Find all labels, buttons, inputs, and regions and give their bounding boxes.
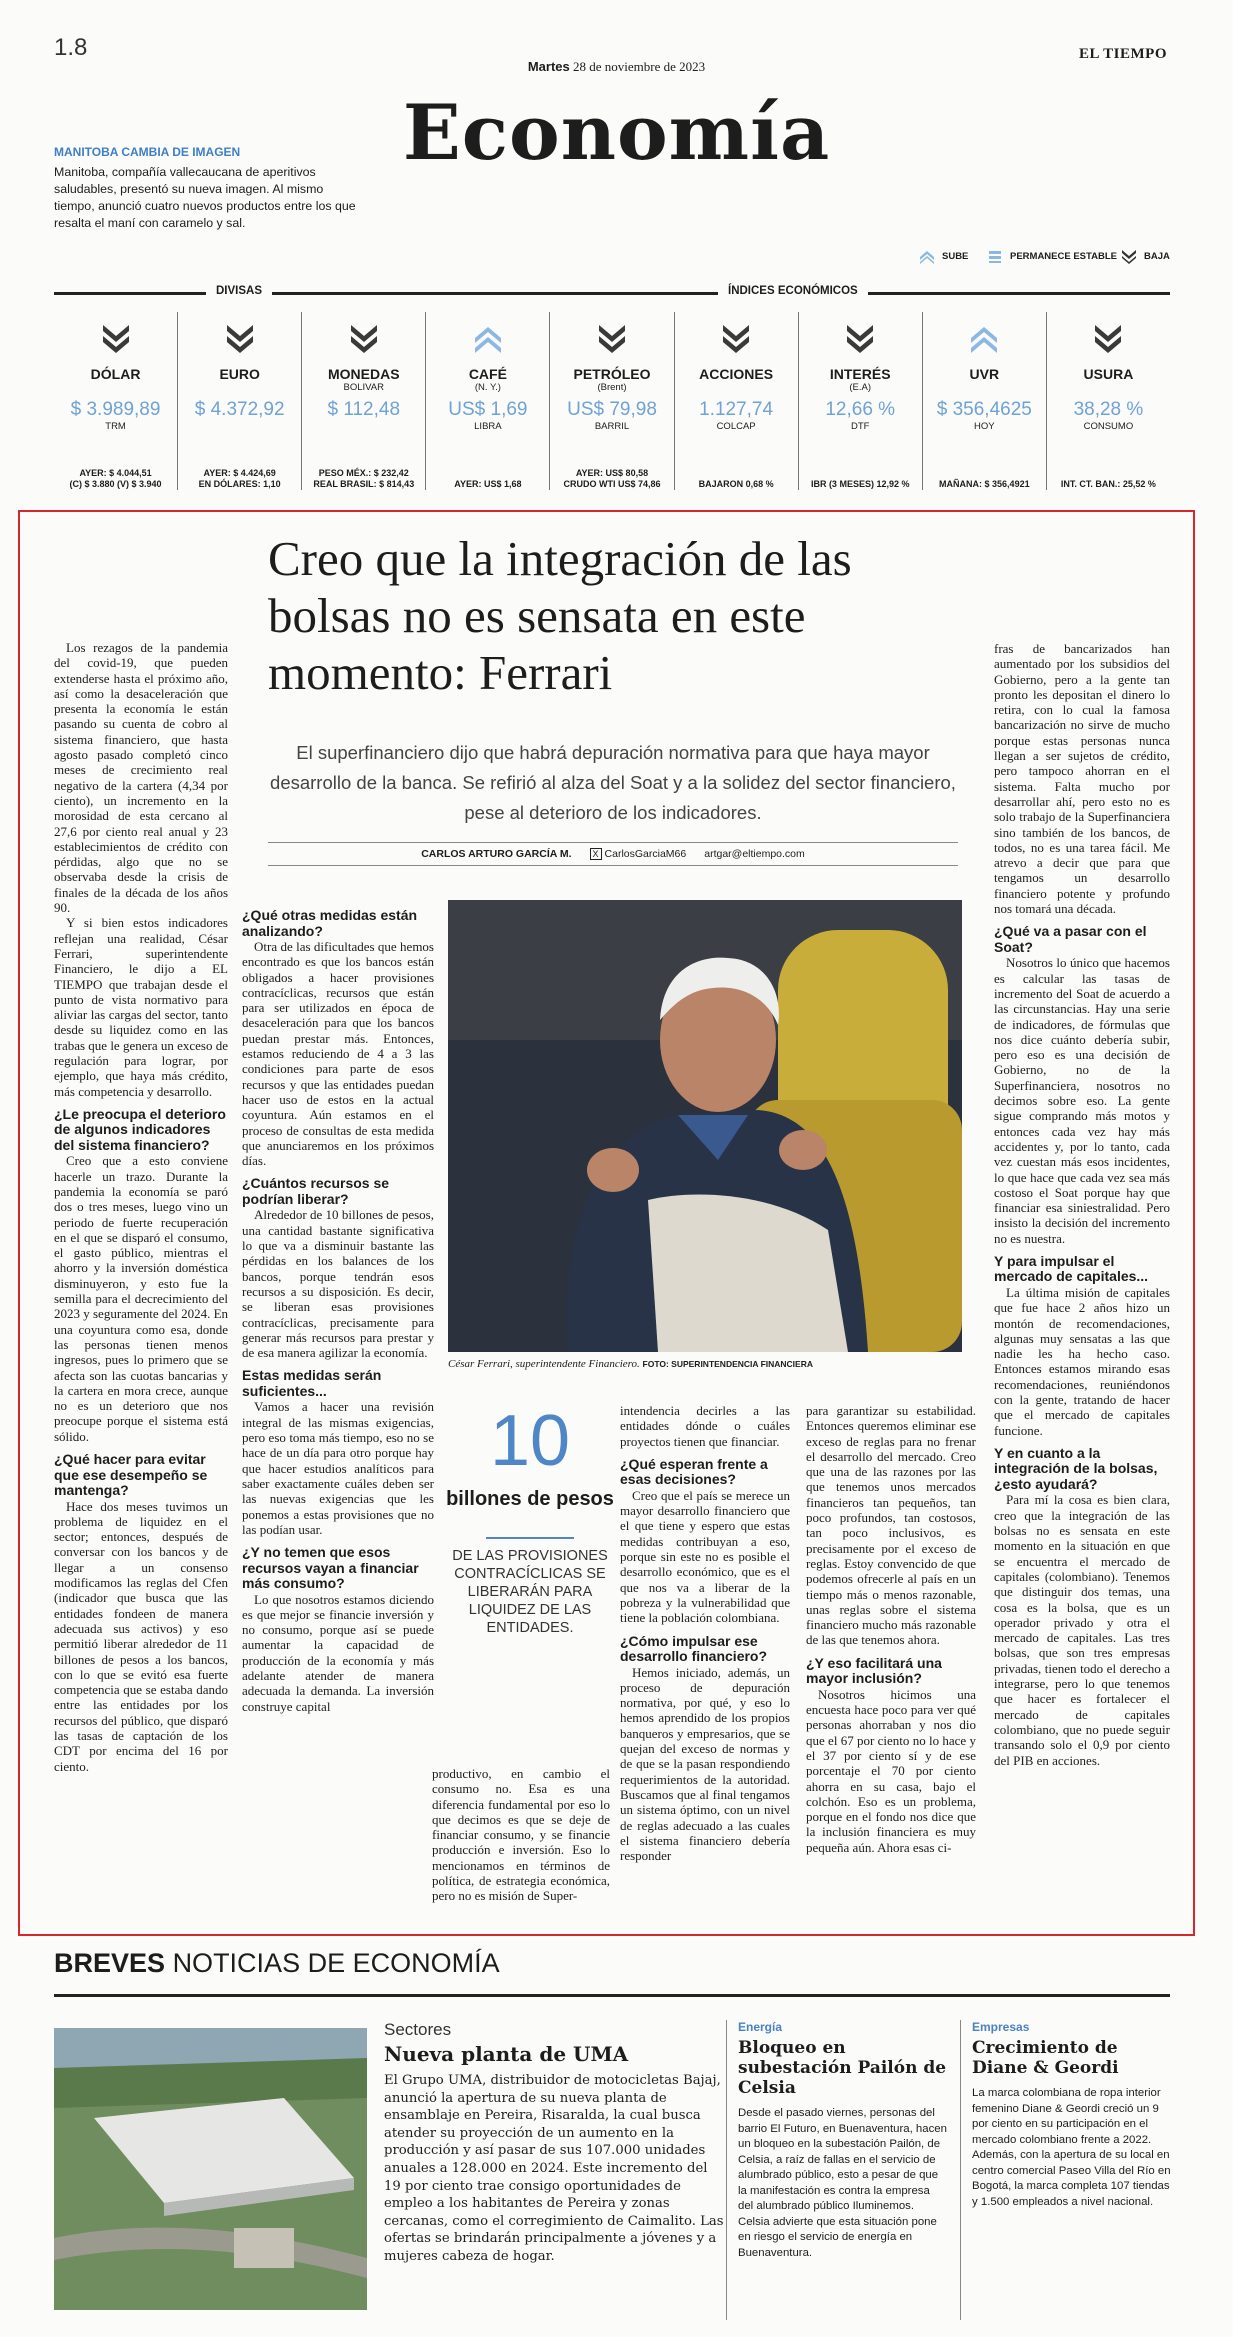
article-column-5 (806, 1403, 976, 1855)
author-name: CARLOS ARTURO GARCÍA M. (421, 848, 572, 860)
indicator-extra (308, 468, 419, 490)
brief-diane-geordi (972, 2020, 1172, 2210)
brief-celsia-title[interactable]: Bloqueo en subestación Pailón de Celsia (738, 2038, 947, 2098)
indicator-sub: (Brent) (597, 382, 627, 393)
breves-header (54, 1948, 500, 1979)
article-column-6 (994, 641, 1170, 1768)
indicator-sub (178, 382, 301, 393)
article-deck: El superfinanciero dijo que habrá depuración normativa para que haya mayor desarrollo de la banca. Se refirió al alza del Soat y a la solidez del sector financiero, pese al deterioro de los indicadores. (270, 742, 956, 823)
issue-date (0, 59, 1233, 75)
indicator-name: MONEDAS (327, 366, 400, 382)
twitter-text: CarlosGarciaM66 (604, 848, 687, 860)
byline (268, 842, 958, 866)
question-heading: Y en cuanto a la integración de la bolsas, ¿esto ayudará? (994, 1444, 1158, 1492)
article-paragraph: Nosotros lo único que hacemos es calcular las tasas de incremento del Soat de acuerdo a las circunstancias. Hay una serie de indicadores, de fórmulas que nos dice cuánto debería subir, pero eso es una decisión de Gobierno, no de la Superfinanciera, nosotros no decimos sobre eso. La gente sigue comprando más motos y entonces cada vez hay más accidentes y, por lo tanto, cada vez cuestan más esos incidentes, lo que hace que cada vez sea más costoso el Soat porque hay que financiar esa siniestralidad. Pero insisto la decisión del incremento no es nuestra. (994, 955, 1170, 1246)
indicator-unit: DTF (850, 421, 870, 432)
brief-uma-title[interactable]: Nueva planta de UMA (384, 2042, 629, 2066)
question-heading: ¿Y no temen que esos recursos vayan a financiar más consumo? (242, 1544, 419, 1592)
author-email[interactable]: artgar@eltiempo.com (704, 848, 805, 860)
promo-title[interactable]: MANITOBA CAMBIA DE IMAGEN (54, 145, 241, 159)
question-heading: ¿Qué otras medidas están analizando? (242, 907, 418, 939)
indicator-extra-line: EN DÓLARES: 1,10 (198, 479, 281, 489)
aerial-factory-illustration (54, 2028, 367, 2310)
indicator-name: INTERÉS (829, 366, 891, 382)
indicator-name: UVR (969, 366, 1000, 382)
indicator-name: DÓLAR (90, 366, 141, 382)
indicator-value: 12,66 % (825, 399, 896, 420)
question-heading: ¿Qué hacer para evitar que ese desempeño se mantenga? (54, 1451, 208, 1499)
indicator-extra-line: AYER: US$ 1,68 (454, 479, 522, 489)
date-day: Martes (527, 59, 570, 74)
article-column-1 (54, 640, 228, 1774)
promo-body: Manitoba, compañía vallecaucana de aperitivos saludables, presentó su nueva imagen. Al mismo tiempo, anunció cuatro nuevos productos entre los que resalta el maní con caramelo y sal. (54, 165, 356, 230)
indicator-value: $ 112,48 (327, 399, 401, 420)
article-paragraph: Hace dos meses tuvimos un problema de liquidez en el sector; entonces, después de conversar con los bancos y de llegar a un consenso modificamos las reglas del Cfen (indicador que busca que las entidades fondeen de manera adecuada sus activos) y eso permitió liberar alrededor de 11 billones de pesos a los bancos, con lo que se evitó esa fuerte competencia que se estaba dando entre las entidades por los recursos del público, que disparó las tasas de captación de los CDT por encima del 16 por ciento. (54, 1498, 228, 1774)
indicator-extra (432, 479, 543, 490)
indicator-name: USURA (1083, 366, 1134, 382)
indicator-extra-line: BAJARON 0,68 % (698, 479, 774, 489)
breves-label-bold: BREVES (54, 1948, 166, 1978)
indicator-extra-line: (C) $ 3.880 (V) $ 3.940 (69, 479, 162, 489)
brief-diane-body: La marca colombiana de ropa interior femenino Diane & Geordi creció un 9 por ciento en su participación en el mercado colombiano frente a 2022. Además, con la apertura de su local en centro comercial Paseo Villa del Río en Bogotá, la marca completa 107 tiendas y 1.500 empleados a nivel nacional. (972, 2087, 1171, 2208)
article-paragraph: intendencia decirles a las entidades dónde o cuáles proyectos tienen que financiar. (620, 1403, 790, 1449)
trend-down-icon (223, 322, 257, 356)
up-arrow-icon (918, 248, 936, 264)
indicator-value: US$ 1,69 (448, 399, 528, 420)
indicator-sub: (E.A) (849, 382, 872, 393)
indicator-name: PETRÓLEO (573, 366, 651, 382)
article-paragraph: Vamos a hacer una revisión integral de las mismas exigencias, pero eso toma más tiempo, eso no se hace de un día para otro porque hay que hacer estudios analíticos para saber exactamente cuáles deben ser las nuevas exigencias que les ponemos a estas provisiones que no las podían usar. (242, 1399, 434, 1537)
pullquote-text: DE LAS PROVISIONES CONTRACÍCLICAS SE LIBERARÁN PARA LIQUIDEZ DE LAS ENTIDADES. (452, 1548, 608, 1636)
brief-celsia-section: Energía (738, 2020, 783, 2034)
indicator-extra (60, 468, 171, 490)
legend-stable (986, 248, 1117, 264)
indicator-unit: HOY (974, 421, 995, 432)
uma-plant-photo (54, 2028, 367, 2310)
indicator-value: $ 4.372,92 (194, 399, 285, 420)
indicator-unit: LIBRA (474, 421, 502, 432)
article-paragraph: Y si bien estos indicadores reflejan una realidad, César Ferrari, superintendente Financiero, le dijo a EL TIEMPO que trabajan desde el punto de vista normativo para aliviar las cargas del sector, tanto desde su liquidez como en las trabas que le genera un exceso de regulación para lograr, por ejemplo, que haya más crédito, más competencia y desarrollo. (54, 915, 228, 1099)
x-logo-icon: X (590, 848, 602, 860)
stable-icon (986, 248, 1004, 264)
pullquote-label: billones de pesos (446, 1488, 614, 1510)
article-paragraph: Creo que a esto conviene hacerle un trazo. Durante la pandemia la economía se paró dos o tres meses, luego vino un periodo de fuerte recuperación en el que se disparó el consumo, el gasto público, mientras el ahorro y la inversión doméstica disminuyeron, y esto fue la semilla para el decrecimiento del 2023 y seguramente del 2024. En una coyuntura como esa, donde las personas tienen menos ingresos, pues lo primero que se afecta son las cuotas bancarias y la cartera en mora crece, aunque no es un deterioro que nos preocupe porque el sistema está sólido. (54, 1153, 229, 1444)
indicator-extra-line: AYER: $ 4.424,69 (203, 468, 276, 478)
indicator-acciones (675, 312, 799, 490)
article-paragraph: La última misión de capitales que fue hace 2 años hizo un montón de recomendaciones, algunas muy sensatas a las que nadie les ha hecho caso. Entonces estamos mirando esas recomendaciones, reuniéndonos con la gente, tratando de hacer que el mercado de capitales funcione. (994, 1284, 1170, 1438)
indicator-extra-line: PESO MÉX.: $ 232,42 (318, 468, 409, 478)
trend-up-icon (967, 322, 1001, 356)
legend-down (1120, 248, 1170, 264)
article-paragraph: Otra de las dificultades que hemos encontrado es que los bancos están obligados a hacer provisiones contracíclicas, recursos que están para ser utilizados en época de desaceleración para que los bancos puedan prestar más. Entonces, estamos reduciendo de 4 a 3 las condiciones para parte de esos recursos y que las entidades puedan hacer uso de estos en la actual coyuntura. Aún estamos en el proceso de consultas de esta medida que anunciaremos en los próximos días. (242, 939, 434, 1169)
indicator-sub (54, 382, 177, 393)
indicator-unit: BARRIL (594, 421, 630, 432)
breves-label-rest: NOTICIAS DE ECONOMÍA (172, 1948, 500, 1978)
indicator-sub: BOLIVAR (343, 382, 385, 393)
trend-up-icon (471, 322, 505, 356)
indicator-extra-line: AYER: US$ 80,58 (575, 468, 649, 478)
indicator-name: ACCIONES (699, 366, 774, 382)
indicator-unit: TRM (105, 421, 126, 432)
article-column-3 (432, 1766, 610, 1904)
indicator-sub (1047, 382, 1170, 393)
photo-caption (448, 1358, 962, 1370)
indicator-interés (799, 312, 923, 490)
caption-text: César Ferrari, superintendente Financiero. (448, 1358, 640, 1370)
indicator-dólar (54, 312, 178, 490)
article-photo (448, 900, 962, 1352)
question-heading: ¿Qué va a pasar con el Soat? (994, 923, 1147, 955)
legend-up (918, 248, 968, 264)
question-heading: ¿Y eso facilitará una mayor inclusión? (806, 1654, 942, 1687)
legend-up-label: SUBE (942, 250, 969, 262)
article-paragraph: Hemos iniciado, además, un proceso de depuración normativa, por qué, y eso lo hemos aprendido de los propios banqueros y empresarios, que se quejan del exceso de normas y de que se la pasan respondiendo requerimientos de la autoridad. Buscamos que al final tengamos un sistema óptimo, con un nivel de reglas adecuado a las cuales el sistema financiero debería responder (620, 1664, 790, 1864)
indicator-extra (805, 479, 916, 490)
brief-uma-body: El Grupo UMA, distribuidor de motocicletas Bajaj, anunció la apertura de su nueva planta de ensamblaje en Pereira, Risaralda, la cual busca atender su proyección de un aumento en la producción y así pasar de sus 107.000 unidades anuales a 128.000 en 2024. Este incremento del 19 por ciento trae consigo oportunidades de empleo a los habitantes de Pereira y zonas cercanas, como el corregimiento de Caimalito. Las ofertas se brindarán principalmente a jóvenes y a mujeres cabeza de hogar. (384, 2073, 724, 2264)
twitter-handle[interactable] (590, 848, 687, 860)
article-paragraph: Lo que nosotros estamos diciendo es que mejor se financie inversión y no consumo, porque así se puede aumentar la capacidad de producción de la economía y más adelante atender de manera adecuada la demanda. La inversión construye capital (242, 1591, 434, 1714)
indicator-value: 1.127,74 (699, 399, 774, 420)
indicator-extra (556, 468, 667, 490)
down-arrow-icon (1120, 248, 1138, 264)
indicator-sub: (N. Y.) (474, 382, 501, 393)
indicator-value: $ 3.989,89 (70, 399, 161, 420)
breves-rule (54, 1994, 1170, 1997)
indicator-extra-line: CRUDO WTI US$ 74,86 (563, 479, 661, 489)
trend-down-icon (843, 322, 877, 356)
question-heading: ¿Cómo impulsar ese desarrollo financiero? (620, 1632, 768, 1665)
indicator-usura (1047, 312, 1170, 490)
brief-diane-section: Empresas (972, 2020, 1030, 2034)
question-heading: ¿Qué esperan frente a esas decisiones? (620, 1455, 768, 1488)
indicator-value: US$ 79,98 (567, 399, 657, 420)
breves-separator-2 (960, 2020, 961, 2320)
breves-separator-1 (726, 2020, 727, 2320)
pullquote-rule (486, 1537, 574, 1539)
indicator-extra (1053, 479, 1164, 490)
indicator-euro (178, 312, 302, 490)
indicator-extra (929, 479, 1040, 490)
article-paragraph: Los rezagos de la pandemia del covid-19, que pueden extenderse hasta el próximo año, así como la desaceleración que presenta la economía le están pasando su cuenta de cobro al sistema financiero, que hasta agosto pasado completó cinco meses de crecimiento real negativo de la cartera (4,34 por ciento), un incremento en la morosidad de esta cercano al 27,6 por ciento real anual y 23 establecimientos de crédito con pérdidas, algo que no se observaba desde la crisis de finales de la década de los años 90. (54, 640, 228, 916)
indicator-value: 38,28 % (1073, 399, 1144, 420)
question-heading: ¿Cuántos recursos se podrían liberar? (242, 1175, 390, 1207)
section-title: Economía (402, 88, 831, 177)
group-divisas: DIVISAS (206, 285, 272, 297)
indicator-extra (184, 468, 295, 490)
trend-down-icon (347, 322, 381, 356)
brief-uma-section: Sectores (384, 2020, 452, 2039)
indicators-bar (54, 312, 1170, 490)
indicator-café (426, 312, 550, 490)
article-paragraph: Creo que el país se merece un mayor desarrollo financiero que el que tiene y espero que estas medidas contribuyan a eso, porque sin este no es posible el desarrollo económico, que es el que nos va a liberar de la pobreza y la vulnerabilidad que tiene la población colombiana. (620, 1487, 790, 1626)
question-heading: Y para impulsar el mercado de capitales... (994, 1252, 1149, 1285)
date-text: 28 de noviembre de 2023 (573, 59, 706, 74)
indicator-sub (923, 382, 1046, 393)
indicator-extra-line: AYER: $ 4.044,51 (79, 468, 152, 478)
article-paragraph: Para mí la cosa es bien clara, creo que la integración de las bolsas no es sensata en este momento en la situación en que se encuentra el mercado de capitales (colombiano). Tenemos que distinguir dos temas, una cosa es la bolsa, que es un operador privado y otra el mercado de capitales. Las tres bolsas, que son tres empresas privadas, tienen todo el derecho a integrarse, pero lo que tenemos que hacer es fortalecer el mercado de capitales colombiano, que no puede seguir transando solo el 0,9 por ciento del PIB en acciones. (994, 1492, 1170, 1768)
legend-stable-label: PERMANECE ESTABLE (1010, 250, 1117, 262)
indicator-unit: CONSUMO (1083, 421, 1134, 432)
indicator-extra-line: IBR (3 MESES) 12,92 % (810, 479, 910, 489)
brief-uma (384, 2020, 726, 2266)
article-paragraph: para garantizar su estabilidad. Entonces queremos eliminar ese exceso de reglas para no frenar el desarrollo del mercado. Creo que una de las razones por las que tenemos unos mercados financieros tan pequeños, tan poco profundos, tan costosos, tan poco inclusivos, es precisamente por el exceso de reglas. Estoy convencido de que podemos ofrecerle al país en un tiempo más o menos razonable, unas reglas sobre el sistema financiero mucho más razonable de las que tenemos ahora. (806, 1403, 976, 1648)
indicator-uvr (923, 312, 1047, 490)
article-paragraph: Nosotros hicimos una encuesta hace poco para ver qué personas ahorraban y nos dio que el 67 por ciento no lo hace y el 37 por ciento sí y de ese porcentaje el 70 por ciento ahorra en su casa, bajo el colchón. Eso es un problema, porque en el fondo nos dice que la inclusión financiera es muy pequeña aún. Ahora esas ci- (806, 1686, 976, 1855)
pullquote-number: 10 (489, 1401, 571, 1481)
portrait-illustration (448, 900, 962, 1352)
group-indices: ÍNDICES ECONÓMICOS (718, 285, 868, 297)
brief-celsia (738, 2020, 948, 2261)
indicator-extra-line: INT. CT. BAN.: 25,52 % (1060, 479, 1156, 489)
indicator-sub (675, 382, 798, 393)
article-column-4 (620, 1403, 790, 1863)
indicator-extra-line: REAL BRASIL: $ 814,43 (313, 479, 415, 489)
article-column-2 (242, 900, 434, 1714)
indicator-name: CAFÉ (468, 366, 507, 382)
trend-down-icon (1091, 322, 1125, 356)
indicator-monedas (302, 312, 426, 490)
trend-down-icon (595, 322, 629, 356)
indicator-petróleo (550, 312, 674, 490)
question-heading: ¿Le preocupa el deterioro de algunos indicadores del sistema financiero? (54, 1105, 226, 1153)
indicator-extra (681, 479, 792, 490)
trend-down-icon (719, 322, 753, 356)
page-number: 1.8 (54, 34, 88, 61)
brand-logo[interactable]: EL TIEMPO (1079, 46, 1167, 62)
article-paragraph: Alrededor de 10 billones de pesos, una cantidad bastante significativa lo que va a disminuir bastante las pérdidas en los balances de los bancos, porque tendrán esos recursos a su disposición. Es decir, se liberan esas provisiones contracíclicas, precisamente para generar más recursos para prestar y de esa manera agilizar la economía. (242, 1207, 434, 1361)
article-paragraph: fras de bancarizados han aumentado por los subsidios del Gobierno, pero a la gente tan pronto les depositan el dinero lo retira, con lo cual la famosa bancarización no sirve de mucho porque estas personas nunca llegan a ser sujetos de crédito, pero tampoco ahorran en el sistema. Falta mucho por desarrollar ahí, pero esto no es solo trabajo de la Superfinanciera sino también de los bancos, de todos, no es una tarea fácil. Me atrevo a decir que para que tengamos un desarrollo financiero potente y profundo nos tomará una década. (994, 641, 1170, 917)
indicator-extra-line: MAÑANA: $ 356,4921 (939, 479, 1030, 489)
article-headline: Creo que la integración de las bolsas no es sensata en este momento: Ferrari (268, 531, 852, 700)
brief-diane-title[interactable]: Crecimiento de Diane & Geordi (972, 2038, 1119, 2078)
indicator-name: EURO (219, 366, 260, 382)
photo-credit: FOTO: SUPERINTENDENCIA FINANCIERA (642, 1359, 813, 1369)
brief-celsia-body: Desde el pasado viernes, personas del barrio El Futuro, en Buenaventura, hacen un bloqueo en la subestación Pailón, de Celsia, a raíz de fallas en el servicio de alumbrado público, esto a pesar de que la manifestación es contra la empresa del alumbrado público Iluminemos. Celsia advierte que esta situación pone en riesgo el servicio de energía en Buenaventura. (738, 2107, 947, 2259)
trend-down-icon (99, 322, 133, 356)
indicator-unit: COLCAP (716, 421, 756, 432)
indicator-value: $ 356,4625 (936, 399, 1032, 420)
question-heading: Estas medidas serán suficientes... (242, 1367, 382, 1399)
article-paragraph: productivo, en cambio el consumo no. Esa es una diferencia fundamental por eso lo que decimos es que se deje de financiar consumo, y se financie producción e inversión. Eso lo mencionamos en términos de política, de estrategia económica, pero no es misión de Super- (432, 1766, 610, 1904)
legend-down-label: BAJA (1144, 250, 1170, 262)
